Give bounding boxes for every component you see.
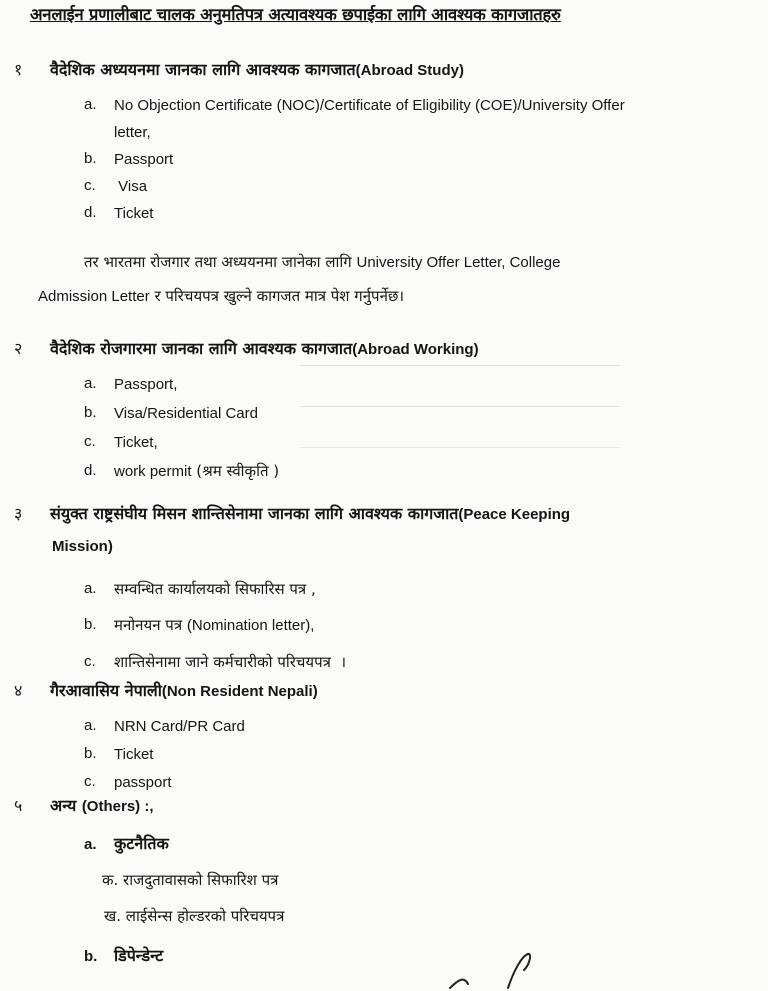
section-heading-english: (Others) :, [81, 798, 154, 815]
subsection-dependent: b. डिपेन्डेन्ट [84, 946, 164, 965]
section-heading-abroad-working [14, 337, 479, 359]
section-heading-text: वैदेशिक अध्ययनमा जानका लागि आवश्यक कागजात [50, 60, 356, 79]
signature-mark [448, 950, 538, 990]
non-resident-list [84, 712, 245, 796]
section-heading-text: वैदेशिक रोजगारमा जानका लागि आवश्यक कागजात [50, 339, 353, 358]
list-item: b. Passport [84, 150, 174, 168]
section-heading-text: अन्य [50, 796, 77, 815]
list-item: b. Visa/Residential Card [84, 404, 258, 422]
document-title: अनलाईन प्रणालीबाट चालक अनुमतिपत्र अत्यावश्यक छपाईका लागि आवश्यक कागजातहरु [30, 5, 561, 24]
section-number: ४ [14, 681, 23, 700]
list-item: क. राजदुतावासको सिफारिश पत्र [102, 871, 279, 889]
subsection-diplomatic: a. कुटनैतिक [84, 834, 169, 853]
list-item: a. Passport, [84, 375, 178, 393]
list-item: b. मनोनयन पत्र (Nomination letter), [84, 616, 315, 634]
india-note-line-1: तर भारतमा रोजगार तथा अध्ययनमा जानेका लागि University Offer Letter, College [84, 253, 561, 271]
list-item: letter, [114, 124, 151, 141]
list-item: d. Ticket [84, 204, 154, 222]
section-heading-abroad-study [14, 58, 464, 80]
peace-keeping-list [84, 571, 346, 680]
abroad-working-list [84, 370, 279, 486]
list-item: b. Ticket [84, 745, 154, 763]
section-number: १ [14, 60, 23, 79]
section-heading-english: (Abroad Study) [355, 62, 464, 79]
india-note-line-2: Admission Letter र परिचयपत्र खुल्ने कागजत मात्र पेश गर्नुपर्नेछ। [38, 287, 405, 305]
bleed-through [300, 365, 620, 448]
section-heading-english: (Non Resident Nepali) [161, 683, 318, 700]
list-item: a. NRN Card/PR Card [84, 717, 245, 735]
list-item: d. work permit (श्रम स्वीकृति ) [84, 462, 280, 480]
list-item: a. सम्वन्धित कार्यालयको सिफारिस पत्र , [84, 580, 316, 598]
section-heading-english: (Abroad Working) [352, 341, 479, 358]
section-heading-peace-keeping [14, 502, 570, 524]
list-item: ख. लाईसेन्स होल्डरको परिचयपत्र [104, 907, 285, 925]
abroad-study-list [84, 92, 625, 227]
section-heading-continuation: Mission) [52, 538, 113, 555]
section-number: २ [14, 339, 23, 358]
list-item: a. No Objection Certificate (NOC)/Certificate of Eligibility (COE)/University Offer [84, 96, 625, 114]
section-heading-english: (Peace Keeping [458, 506, 571, 523]
list-item: c. शान्तिसेनामा जाने कर्मचारीको परिचयपत्र । [84, 653, 347, 671]
section-number: ५ [14, 796, 23, 815]
list-item: c. passport [84, 773, 172, 791]
section-heading-text: संयुक्त राष्ट्रसंघीय मिसन शान्तिसेनामा जानका लागि आवश्यक कागजात [50, 504, 459, 523]
list-item: c. Ticket, [84, 433, 158, 451]
section-heading-text: गैरआवासिय नेपाली [50, 681, 162, 700]
section-number: ३ [14, 504, 23, 523]
section-heading-others [14, 794, 153, 816]
section-heading-non-resident-nepali [14, 679, 318, 701]
list-item: c. Visa [84, 177, 148, 195]
